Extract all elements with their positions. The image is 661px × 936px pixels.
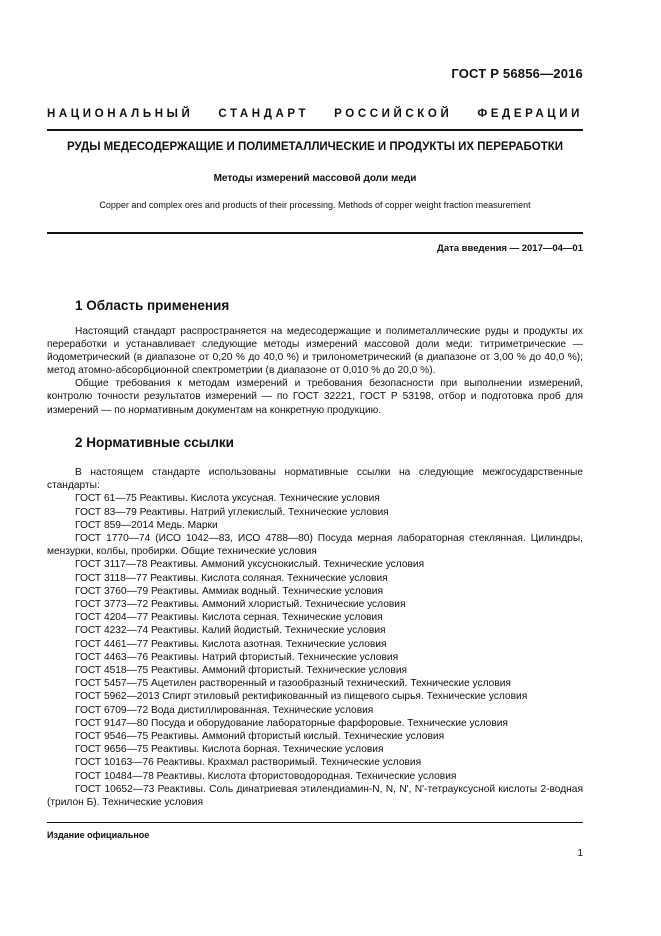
header-rule (47, 129, 583, 131)
reference-item: ГОСТ 83—79 Реактивы. Натрий углекислый. Технические условия (75, 506, 389, 518)
section-1-text (47, 325, 583, 417)
official-edition-label: Издание официальное (47, 830, 150, 840)
section-2-heading: 2 Нормативные ссылки (75, 435, 234, 450)
reference-item: ГОСТ 10484—78 Реактивы. Кислота фтористоводородная. Технические условия (75, 770, 457, 782)
reference-item: ГОСТ 4461—77 Реактивы. Кислота азотная. Технические условия (75, 638, 387, 650)
reference-item: ГОСТ 9656—75 Реактивы. Кислота борная. Технические условия (75, 744, 384, 756)
national-standard-banner: НАЦИОНАЛЬНЫЙ СТАНДАРТ РОССИЙСКОЙ ФЕДЕРАЦИИ (47, 108, 583, 120)
footer-rule (47, 822, 583, 823)
reference-item: ГОСТ 9546—75 Реактивы. Аммоний фтористый кислый. Технические условия (75, 731, 445, 743)
reference-item: ГОСТ 10652—73 Реактивы. Соль динатриевая этилендиамин-N, N, N', N'-тетрауксусной кислоты 2-водная (трилон Б). Технические условия (47, 783, 583, 809)
section-1-heading: 1 Область применения (75, 298, 230, 313)
reference-item: ГОСТ 6709—72 Вода дистиллированная. Технические условия (75, 704, 374, 716)
reference-item: ГОСТ 9147—80 Посуда и оборудование лабораторные фарфоровые. Технические условия (75, 717, 508, 729)
document-subtitle: Методы измерений массовой доли меди (213, 173, 417, 184)
reference-item: ГОСТ 61—75 Реактивы. Кислота уксусная. Технические условия (75, 493, 380, 505)
reference-item: ГОСТ 3118—77 Реактивы. Кислота соляная. Технические условия (75, 572, 388, 584)
section-1-paragraph: Общие требования к методам измерений и требования безопасности при выполнении измерений, контролю точности результатов измерений — по ГОСТ 32221, ГОСТ Р 53198, отбор и подготовка проб для измерений — по нормативным документам на конкретную продукцию. (47, 378, 583, 416)
introduction-date: Дата введения — 2017—04—01 (437, 243, 583, 254)
reference-item: ГОСТ 4204—77 Реактивы. Кислота серная. Технические условия (75, 612, 383, 624)
document-title: РУДЫ МЕДЕСОДЕРЖАЩИЕ И ПОЛИМЕТАЛЛИЧЕСКИЕ И ПРОДУКТЫ ИХ ПЕРЕРАБОТКИ (66, 141, 564, 153)
reference-item: ГОСТ 4232—74 Реактивы. Калий йодистый. Технические условия (75, 625, 386, 637)
gost-code: ГОСТ Р 56856—2016 (451, 66, 583, 81)
reference-item: ГОСТ 4463—76 Реактивы. Натрий фтористый. Технические условия (75, 651, 399, 663)
reference-item: ГОСТ 3773—72 Реактивы. Аммоний хлористый. Технические условия (75, 599, 406, 611)
references-list (47, 466, 583, 809)
page-number: 1 (577, 848, 583, 859)
reference-item: ГОСТ 1770—74 (ИСО 1042—83, ИСО 4788—80) Посуда мерная лабораторная стеклянная. Цилиндры, мензурки, колбы, пробирки. Общие технические условия (47, 533, 583, 558)
section-1-paragraph: Настоящий стандарт распространяется на медесодержащие и полиметаллические руды и продукты их переработки и устанавливает следующие методы измерений массовой доли меди: титриметрические — йодометрический (в диапазоне от 0,20 % до 40,0 %) и трилонометрический (в диапазоне от 3,00 % до 40,0 %); метод атомно-абсорбционной спектрометрии (в диапазоне от 0,010 % до 20,0 %). (47, 326, 583, 377)
reference-item: ГОСТ 3760—79 Реактивы. Аммиак водный. Технические условия (75, 585, 384, 597)
reference-item: ГОСТ 859—2014 Медь. Марки (75, 519, 218, 531)
title-rule (47, 232, 583, 234)
reference-item: ГОСТ 3117—78 Реактивы. Аммоний уксуснокислый. Технические условия (75, 559, 425, 571)
references-intro: В настоящем стандарте использованы нормативные ссылки на следующие межгосударственные стандарты: (47, 467, 583, 492)
reference-item: ГОСТ 4518—75 Реактивы. Аммоний фтористый. Технические условия (75, 665, 408, 677)
reference-item: ГОСТ 5457—75 Ацетилен растворенный и газообразный технический. Технические условия (75, 678, 511, 690)
english-title: Copper and complex ores and products of their processing. Methods of copper weight fraction measurement (99, 200, 531, 210)
reference-item: ГОСТ 10163—76 Реактивы. Крахмал растворимый. Технические условия (75, 757, 422, 769)
reference-item: ГОСТ 5962—2013 Спирт этиловый ректификованный из пищевого сырья. Технические условия (75, 691, 528, 703)
